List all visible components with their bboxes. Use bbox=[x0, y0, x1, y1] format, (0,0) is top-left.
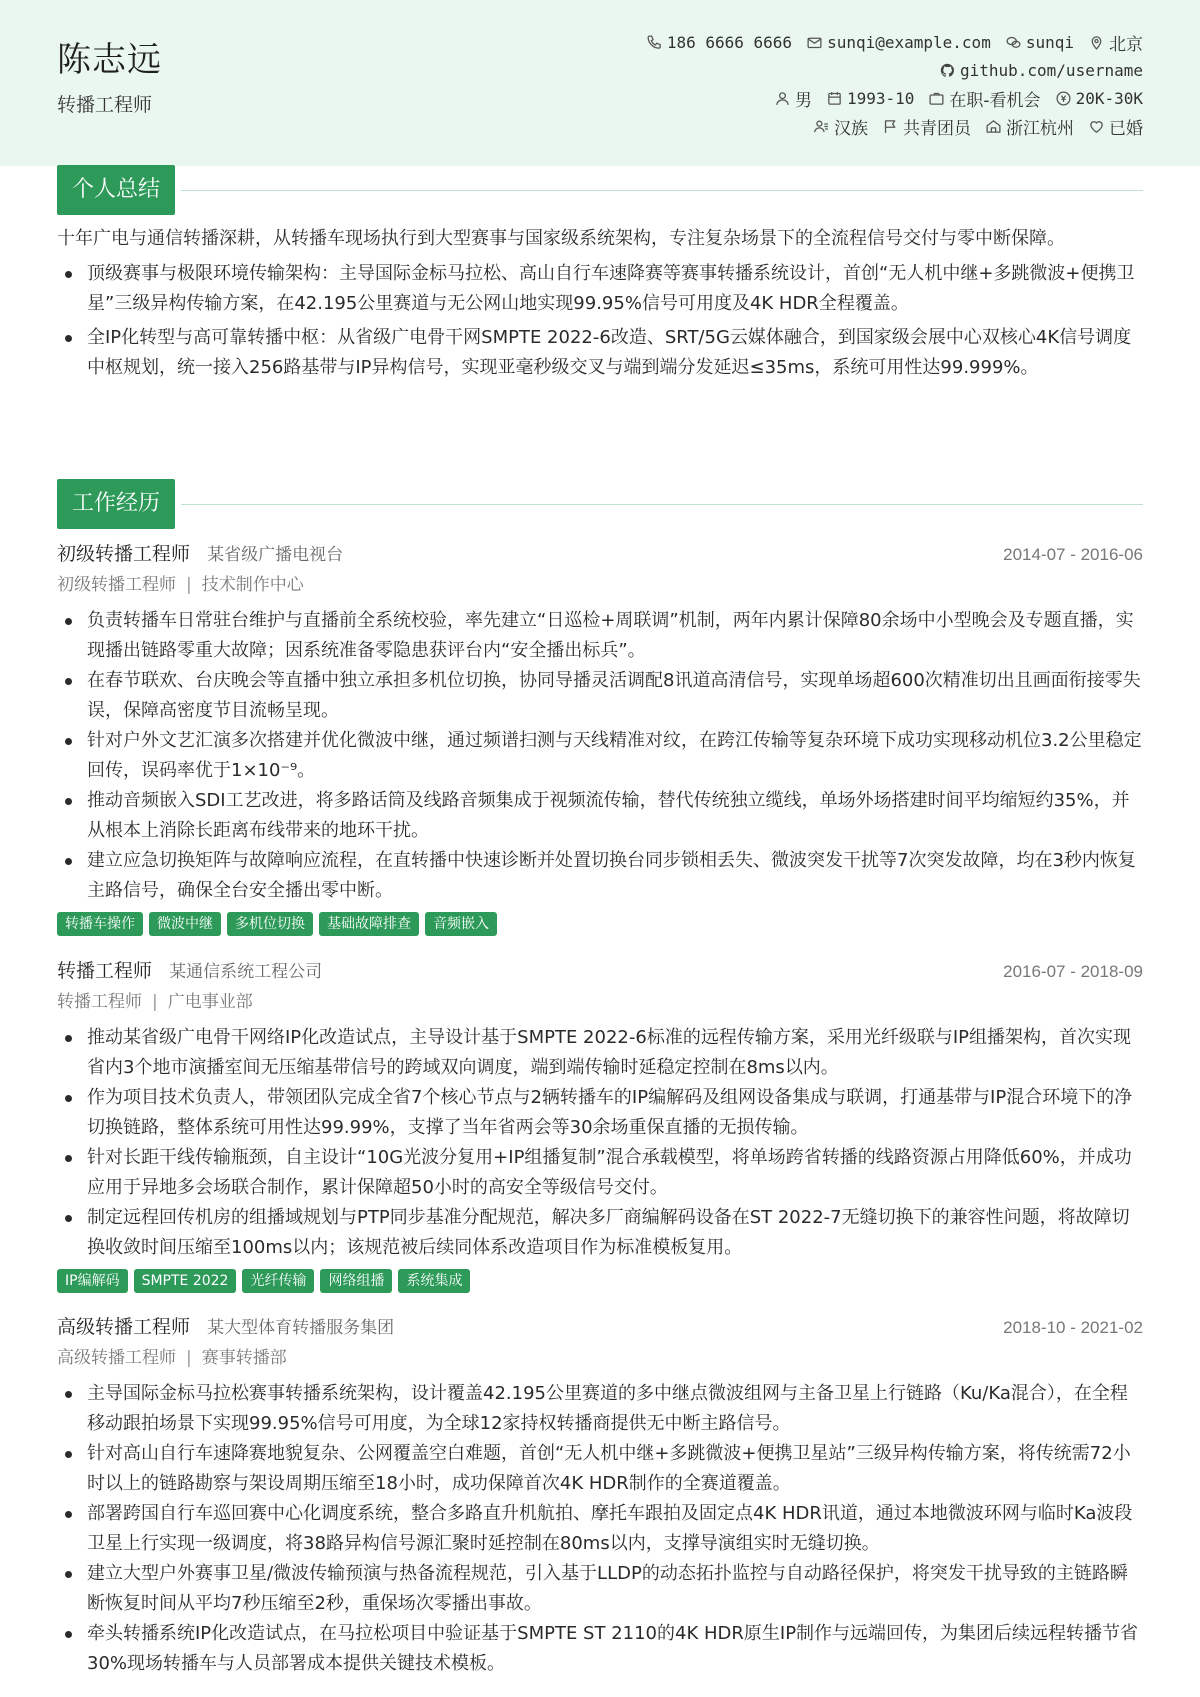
location-item bbox=[1088, 30, 1143, 55]
job-header bbox=[57, 1312, 1143, 1342]
summary-list bbox=[57, 259, 1143, 383]
job-company: 某通信系统工程公司 bbox=[169, 962, 323, 982]
skill-tag: 转播车操作 bbox=[57, 912, 143, 936]
job-bullet: 推动音频嵌入SDI工艺改进，将多路话筒及线路音频集成于视频流传输，替代传统独立缆线，单场外场搭建时间平均缩短约35%，并从根本上消除长距离布线带来的地环干扰。 bbox=[57, 786, 1143, 846]
wechat-item[interactable] bbox=[1005, 33, 1074, 52]
mail-icon bbox=[806, 34, 823, 51]
contact-row-2 bbox=[646, 56, 1143, 84]
job-bullet: 建立应急切换矩阵与故障响应流程，在直转播中快速诊断并处置切换台同步锁相丢失、微波突发干扰等7次突发故障，均在3秒内恢复主路信号，确保全台安全播出零中断。 bbox=[57, 846, 1143, 906]
contact-row-3 bbox=[646, 84, 1143, 112]
job-subtitle bbox=[57, 986, 1143, 1018]
job-bullet: 在春节联欢、台庆晚会等直播中独立承担多机位切换，协同导播灵活调配8讯道高清信号，实现单场超600次精准切出且画面衔接零失误，保障高密度节目流畅呈现。 bbox=[57, 666, 1143, 726]
summary-section bbox=[57, 165, 1143, 383]
github-text: github.com/username bbox=[959, 60, 1143, 80]
hometown-text: 浙江杭州 bbox=[1006, 118, 1074, 139]
wechat-text: sunqi bbox=[1025, 32, 1074, 52]
calendar-icon bbox=[826, 90, 843, 107]
job-bullet: 针对高山自行车速降赛地貌复杂、公网覆盖空白难题，首创“无人机中继+多跳微波+便携卫星站”三级异构传输方案，将传统需72小时以上的链路勘察与架设周期压缩至18小时，成功保障首次4K HDR制作的全赛道覆盖。 bbox=[57, 1439, 1143, 1499]
salary-text: 20K-30K bbox=[1075, 88, 1143, 108]
job-bullets bbox=[57, 1023, 1143, 1263]
contact-info bbox=[646, 28, 1143, 140]
job-entry bbox=[57, 539, 1143, 936]
job-bullet: 主导国际金标马拉松赛事转播系统架构，设计覆盖42.195公里赛道的多中继点微波组网与主备卫星上行链路（Ku/Ka混合），在全程移动跟拍场景下实现99.95%信号可用度，为全球12家持权转播商提供无中断主路信号。 bbox=[57, 1379, 1143, 1439]
skill-tag: 光纤传输 bbox=[242, 1269, 314, 1293]
resume-header bbox=[0, 0, 1200, 166]
job-company: 某省级广播电视台 bbox=[207, 545, 344, 565]
birth-text: 1993-10 bbox=[846, 88, 915, 108]
experience-header bbox=[57, 479, 1143, 529]
job-date: 2018-10 - 2021-02 bbox=[1003, 1318, 1143, 1337]
job-bullets bbox=[57, 1379, 1143, 1679]
job-role: 高级转播工程师 bbox=[57, 1316, 191, 1338]
job-bullet: 建立大型户外赛事卫星/微波传输预演与热备流程规范，引入基于LLDP的动态拓扑监控与自动路径保护，将突发干扰导致的主链路瞬断恢复时间从平均7秒压缩至2秒，重保场次零播出事故。 bbox=[57, 1559, 1143, 1619]
github-item[interactable] bbox=[939, 61, 1143, 80]
gender-text: 男 bbox=[794, 90, 812, 111]
heart-icon bbox=[1088, 118, 1105, 135]
job-bullet: 作为项目技术负责人，带领团队完成全省7个核心节点与2辆转播车的IP编解码及组网设备集成与联调，打通基带与IP混合环境下的净切换链路，整体系统可用性达99.99%，支撑了当年省两会等30余场重保直播的无损传输。 bbox=[57, 1083, 1143, 1143]
github-icon bbox=[939, 62, 956, 79]
skill-tag: 音频嵌入 bbox=[425, 912, 497, 936]
job-company: 某大型体育转播服务集团 bbox=[207, 1318, 395, 1338]
summary-header bbox=[57, 165, 1143, 215]
home-icon bbox=[985, 118, 1002, 135]
marital-item bbox=[1088, 114, 1143, 139]
phone-icon bbox=[646, 34, 663, 51]
contact-row-4 bbox=[646, 112, 1143, 140]
salary-item bbox=[1055, 89, 1143, 108]
job-bullet: 部署跨国自行车巡回赛中心化调度系统，整合多路直升机航拍、摩托车跟拍及固定点4K HDR讯道，通过本地微波环网与临时Ka波段卫星上行实现一级调度，将38路异构信号源汇聚时延控制在80ms以内，支撑导演组实时无缝切换。 bbox=[57, 1499, 1143, 1559]
skill-tag: 多机位切换 bbox=[227, 912, 313, 936]
job-subtitle bbox=[57, 569, 1143, 601]
job-header bbox=[57, 956, 1143, 986]
summary-bullet: 顶级赛事与极限环境传输架构：主导国际金标马拉松、高山自行车速降赛等赛事转播系统设计，首创“无人机中继+多跳微波+便携卫星”三级异构传输方案，在42.195公里赛道与无公网山地实现99.95%信号可用度及4K HDR全程覆盖。 bbox=[57, 259, 1143, 319]
skill-tag: 微波中继 bbox=[149, 912, 221, 936]
candidate-title: 转播工程师 bbox=[57, 94, 153, 116]
skill-tags bbox=[57, 912, 1143, 936]
phone-item[interactable] bbox=[646, 33, 792, 52]
location-pin-icon bbox=[1088, 34, 1105, 51]
wechat-icon bbox=[1005, 34, 1022, 51]
job-date: 2016-07 - 2018-09 bbox=[1003, 962, 1143, 981]
job-dept: 广电事业部 bbox=[167, 992, 253, 1012]
person-icon bbox=[774, 90, 791, 107]
skill-tag: 系统集成 bbox=[398, 1269, 470, 1293]
ethnicity-text: 汉族 bbox=[834, 118, 868, 139]
skill-tag: SMPTE 2022 bbox=[134, 1269, 237, 1293]
candidate-name: 陈志远 bbox=[57, 40, 162, 80]
summary-intro: 十年广电与通信转播深耕，从转播车现场执行到大型赛事与国家级系统架构，专注复杂场景下的全流程信号交付与零中断保障。 bbox=[57, 228, 1065, 249]
politics-text: 共青团员 bbox=[903, 118, 971, 139]
job-dept: 赛事转播部 bbox=[201, 1348, 287, 1368]
job-bullet: 推动某省级广电骨干网络IP化改造试点，主导设计基于SMPTE 2022-6标准的远程传输方案，采用光纤级联与IP组播架构，首次实现省内3个地市演播室间无压缩基带信号的跨域双向调度，端到端传输时延稳定控制在8ms以内。 bbox=[57, 1023, 1143, 1083]
skill-tag: IP编解码 bbox=[57, 1269, 128, 1293]
job-role: 初级转播工程师 bbox=[57, 543, 191, 565]
skill-tags bbox=[57, 1269, 1143, 1293]
job-dept: 技术制作中心 bbox=[201, 575, 304, 595]
summary-bullet: 全IP化转型与高可靠转播中枢：从省级广电骨干网SMPTE 2022-6改造、SRT/5G云媒体融合，到国家级会展中心双核心4K信号调度中枢规划，统一接入256路基带与IP异构信号，实现亚毫秒级交叉与端到端分发延迟≤35ms，系统可用性达99.999%。 bbox=[57, 323, 1143, 383]
separator: | bbox=[186, 575, 192, 595]
status-text: 在职-看机会 bbox=[949, 90, 1041, 111]
experience-heading: 工作经历 bbox=[57, 479, 175, 529]
contact-row-1 bbox=[646, 28, 1143, 56]
hometown-item bbox=[985, 114, 1074, 139]
gender-item bbox=[774, 86, 812, 111]
job-date: 2014-07 - 2016-06 bbox=[1003, 545, 1143, 564]
ethnicity-item bbox=[813, 114, 868, 139]
summary-heading: 个人总结 bbox=[57, 165, 175, 215]
separator: | bbox=[186, 1348, 192, 1368]
experience-section bbox=[57, 479, 1143, 529]
job-position: 高级转播工程师 bbox=[57, 1348, 176, 1368]
job-role: 转播工程师 bbox=[57, 960, 153, 982]
job-position: 转播工程师 bbox=[57, 992, 142, 1012]
politics-item bbox=[882, 114, 971, 139]
section-divider bbox=[181, 190, 1143, 191]
job-bullet: 针对长距干线传输瓶颈，自主设计“10G光波分复用+IP组播复制”混合承载模型，将单场跨省转播的线路资源占用降低60%，并成功应用于异地多会场联合制作，累计保障超50小时的高安全等级信号交付。 bbox=[57, 1143, 1143, 1203]
job-bullet: 牵头转播系统IP化改造试点，在马拉松项目中验证基于SMPTE ST 2110的4K HDR原生IP制作与远端回传，为集团后续远程转播节省30%现场转播车与人员部署成本提供关键技术模板。 bbox=[57, 1619, 1143, 1679]
skill-tag: 网络组播 bbox=[320, 1269, 392, 1293]
job-position: 初级转播工程师 bbox=[57, 575, 176, 595]
email-item[interactable] bbox=[806, 33, 991, 52]
money-icon bbox=[1055, 90, 1072, 107]
job-entry bbox=[57, 956, 1143, 1293]
skill-tag: 基础故障排查 bbox=[319, 912, 419, 936]
location-text: 北京 bbox=[1109, 34, 1143, 55]
marital-text: 已婚 bbox=[1109, 118, 1143, 139]
job-subtitle bbox=[57, 1342, 1143, 1374]
job-entry bbox=[57, 1312, 1143, 1679]
phone-text: 186 6666 6666 bbox=[666, 32, 793, 52]
job-bullet: 负责转播车日常驻台维护与直播前全系统校验，率先建立“日巡检+周联调”机制，两年内累计保障80余场中小型晚会及专题直播，实现播出链路零重大故障；因系统准备零隐患获评台内“安全播出标兵”。 bbox=[57, 606, 1143, 666]
status-item bbox=[928, 86, 1040, 111]
email-text: sunqi@example.com bbox=[827, 32, 991, 52]
section-divider bbox=[181, 504, 1143, 505]
job-bullet: 制定远程回传机房的组播域规划与PTP同步基准分配规范，解决多厂商编解码设备在ST 2022-7无缝切换下的兼容性问题，将故障切换收敛时间压缩至100ms以内；该规范被后续同体系改造项目作为标准模板复用。 bbox=[57, 1203, 1143, 1263]
birth-item bbox=[826, 89, 914, 108]
job-bullet: 针对户外文艺汇演多次搭建并优化微波中继，通过频谱扫测与天线精准对纹，在跨江传输等复杂环境下成功实现移动机位3.2公里稳定回传，误码率优于1×10⁻⁹。 bbox=[57, 726, 1143, 786]
job-header bbox=[57, 539, 1143, 569]
separator: | bbox=[152, 992, 158, 1012]
job-bullets bbox=[57, 606, 1143, 906]
flag-icon bbox=[882, 118, 899, 135]
briefcase-icon bbox=[928, 90, 945, 107]
people-icon bbox=[813, 118, 830, 135]
